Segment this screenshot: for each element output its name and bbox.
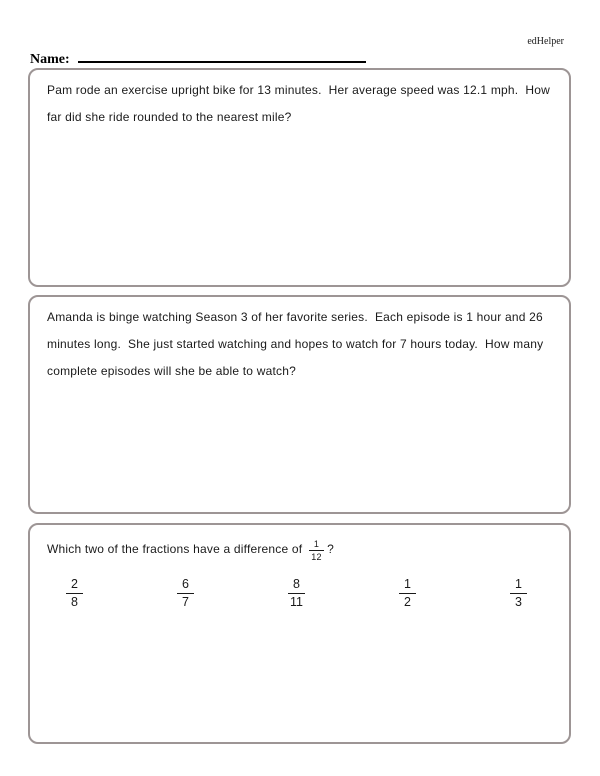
fraction-choices-row	[30, 577, 569, 609]
fraction-choice-2-numerator: 6	[177, 577, 194, 593]
problem-box-2	[28, 295, 571, 514]
fraction-choice-5-numerator: 1	[510, 577, 527, 593]
fraction-choice-5	[510, 577, 527, 609]
target-fraction-numerator: 1	[309, 539, 324, 551]
fraction-choice-3-denominator: 11	[289, 594, 303, 609]
problem-3-question	[30, 525, 569, 562]
problem-box-1	[28, 68, 571, 287]
problem-3-question-suffix: ?	[327, 542, 334, 556]
fraction-choice-5-denominator: 3	[515, 594, 522, 609]
target-fraction-denominator: 12	[311, 552, 322, 562]
name-blank-line	[78, 47, 366, 63]
problem-box-3	[28, 523, 571, 744]
fraction-choice-1-numerator: 2	[66, 577, 83, 593]
problem-3-question-prefix: Which two of the fractions have a difference of	[47, 542, 303, 556]
edhelper-logo: edHelper	[527, 36, 564, 47]
fraction-choice-2-denominator: 7	[182, 594, 189, 609]
name-row	[30, 47, 366, 68]
problem-2-text: Amanda is binge watching Season 3 of her favorite series. Each episode is 1 hour and 26 minutes long. She just started watching and hopes to watch for 7 hours today. How many complete episodes will she be able to watch?	[47, 310, 547, 378]
fraction-choice-4-denominator: 2	[404, 594, 411, 609]
problem-1-text: Pam rode an exercise upright bike for 13 minutes. Her average speed was 12.1 mph. How far did she ride rounded to the nearest mile?	[47, 83, 554, 124]
name-label: Name:	[30, 52, 70, 67]
fraction-choice-3	[288, 577, 305, 609]
fraction-choice-4	[399, 577, 416, 609]
fraction-choice-3-numerator: 8	[288, 577, 305, 593]
fraction-choice-2	[177, 577, 194, 609]
fraction-choice-4-numerator: 1	[399, 577, 416, 593]
fraction-choice-1-denominator: 8	[71, 594, 78, 609]
fraction-choice-1	[66, 577, 83, 609]
target-fraction	[309, 539, 324, 563]
